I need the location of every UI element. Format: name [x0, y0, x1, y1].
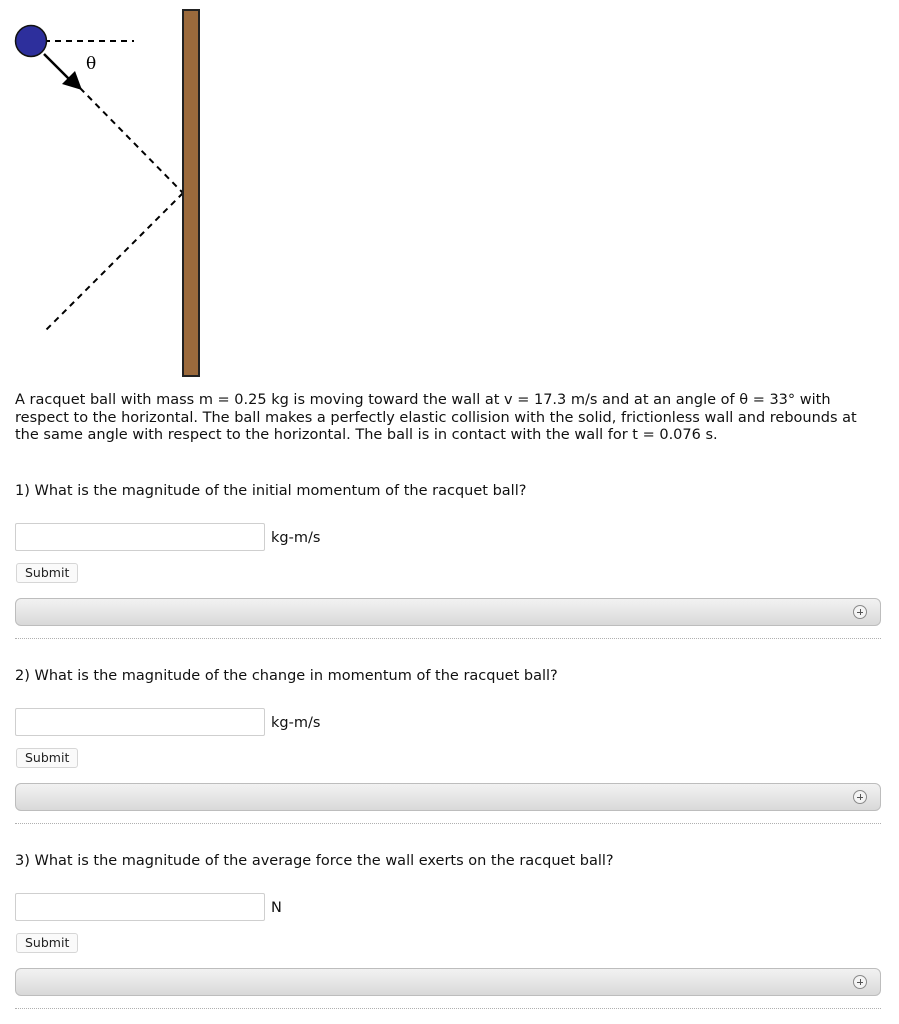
answer-input-2[interactable]	[15, 708, 265, 736]
rebound-trajectory	[46, 193, 183, 330]
racquet-ball	[16, 26, 47, 57]
plus-circle-icon[interactable]	[853, 605, 867, 619]
hint-expand-bar-3[interactable]	[15, 968, 881, 996]
plus-circle-icon[interactable]	[853, 975, 867, 989]
submit-button-3[interactable]: Submit	[16, 933, 78, 953]
divider	[15, 1008, 881, 1009]
unit-label: kg-m/s	[271, 715, 321, 731]
hint-expand-bar-1[interactable]	[15, 598, 881, 626]
question-text: 3) What is the magnitude of the average force the wall exerts on the racquet ball?	[15, 853, 614, 869]
question-text: 1) What is the magnitude of the initial momentum of the racquet ball?	[15, 483, 527, 499]
unit-label: N	[271, 900, 282, 916]
velocity-arrow	[44, 54, 71, 81]
submit-button-2[interactable]: Submit	[16, 748, 78, 768]
divider	[15, 638, 881, 639]
incoming-trajectory	[80, 88, 183, 193]
question-text: 2) What is the magnitude of the change in momentum of the racquet ball?	[15, 668, 558, 684]
wall	[183, 10, 199, 376]
divider	[15, 823, 881, 824]
answer-input-1[interactable]	[15, 523, 265, 551]
problem-diagram	[0, 0, 260, 385]
plus-circle-icon[interactable]	[853, 790, 867, 804]
angle-label: θ	[86, 54, 97, 74]
unit-label: kg-m/s	[271, 530, 321, 546]
problem-statement: A racquet ball with mass m = 0.25 kg is moving toward the wall at v = 17.3 m/s and at an angle of θ = 33° with respect to the horizontal. The ball makes a perfectly elastic collision with the solid, frictionless wall and rebounds at the same angle with respect to the horizontal. The ball is in contact with the wall for t = 0.076 s.	[15, 392, 857, 443]
submit-button-1[interactable]: Submit	[16, 563, 78, 583]
answer-input-3[interactable]	[15, 893, 265, 921]
hint-expand-bar-2[interactable]	[15, 783, 881, 811]
